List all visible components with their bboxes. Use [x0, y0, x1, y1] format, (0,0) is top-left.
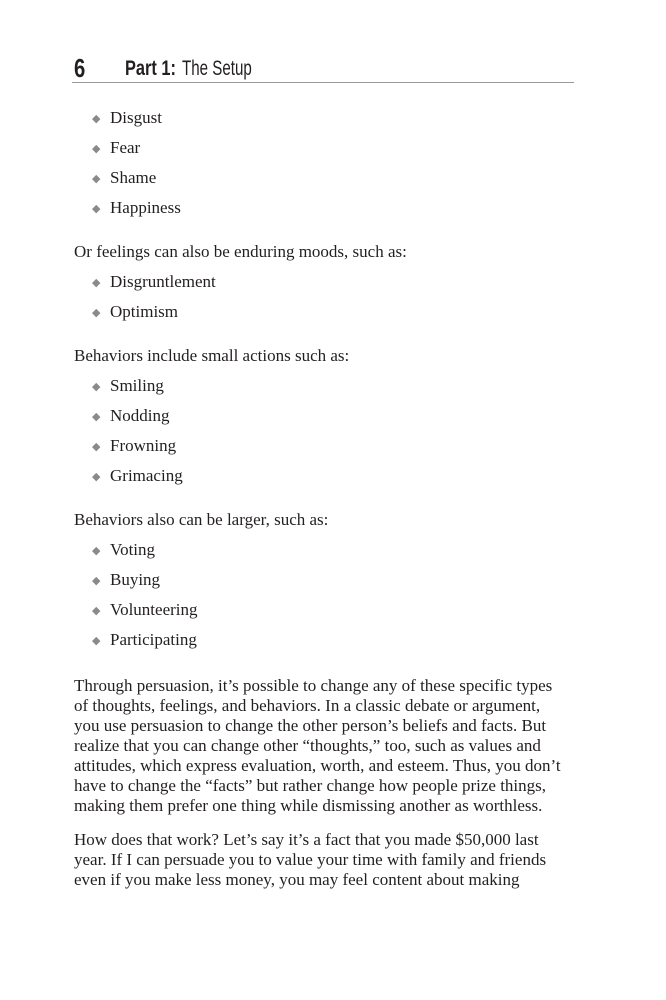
list-item-text: Disgruntlement: [110, 272, 216, 291]
list-item-text: Participating: [110, 630, 197, 649]
moods-list: [92, 272, 216, 332]
page-number: 6: [74, 53, 86, 83]
text-line: making them prefer one thing while dismissing another as worthless.: [74, 796, 543, 815]
list-item-text: Nodding: [110, 406, 170, 425]
list-item-text: Smiling: [110, 376, 164, 395]
list-item-text: Frowning: [110, 436, 177, 455]
running-head: [72, 54, 574, 83]
list-item: [92, 570, 198, 600]
list-item: [92, 406, 183, 436]
list-item-text: Grimacing: [110, 466, 183, 485]
list-item-text: Fear: [110, 138, 141, 157]
list-item: [92, 600, 198, 630]
diamond-bullet-icon: ◆: [92, 113, 101, 125]
list-item: [92, 466, 183, 496]
text-line: you use persuasion to change the other person’s beliefs and facts. But: [74, 716, 547, 735]
paragraph-persuasion: [74, 676, 584, 816]
list-item-text: Disgust: [110, 108, 162, 127]
list-item: [92, 540, 198, 570]
text-line: attitudes, which express evaluation, worth, and esteem. Thus, you don’t: [74, 756, 561, 775]
list-item: [92, 630, 198, 660]
diamond-bullet-icon: ◆: [92, 471, 101, 483]
list-item-text: Voting: [110, 540, 156, 559]
list-item: [92, 436, 183, 466]
large-actions-intro: Behaviors also can be larger, such as:: [74, 510, 329, 529]
list-item-text: Buying: [110, 570, 161, 589]
list-item: [92, 272, 216, 302]
diamond-bullet-icon: ◆: [92, 441, 101, 453]
emotions-list: [92, 108, 181, 228]
list-item: [92, 376, 183, 406]
list-item-text: Optimism: [110, 302, 179, 321]
list-item: [92, 138, 181, 168]
part-title: The Setup: [182, 57, 252, 80]
list-item-text: Volunteering: [110, 600, 198, 619]
diamond-bullet-icon: ◆: [92, 411, 101, 423]
diamond-bullet-icon: ◆: [92, 635, 101, 647]
diamond-bullet-icon: ◆: [92, 575, 101, 587]
text-line: year. If I can persuade you to value your time with family and friends: [74, 850, 547, 869]
diamond-bullet-icon: ◆: [92, 277, 101, 289]
diamond-bullet-icon: ◆: [92, 381, 101, 393]
diamond-bullet-icon: ◆: [92, 203, 101, 215]
text-line: How does that work? Let’s say it’s a fact that you made $50,000 last: [74, 830, 539, 849]
diamond-bullet-icon: ◆: [92, 545, 101, 557]
small-actions-list: [92, 376, 183, 496]
large-actions-list: [92, 540, 198, 660]
list-item: [92, 198, 181, 228]
list-item-text: Happiness: [110, 198, 181, 217]
diamond-bullet-icon: ◆: [92, 173, 101, 185]
diamond-bullet-icon: ◆: [92, 605, 101, 617]
small-actions-intro: Behaviors include small actions such as:: [74, 346, 350, 365]
text-line: realize that you can change other “thoughts,” too, such as values and: [74, 736, 541, 755]
paragraph-example: [74, 830, 584, 890]
text-line: even if you make less money, you may feel content about making: [74, 870, 520, 889]
list-item: [92, 108, 181, 138]
list-item: [92, 168, 181, 198]
text-line: have to change the “facts” but rather change how people prize things,: [74, 776, 547, 795]
text-line: of thoughts, feelings, and behaviors. In a classic debate or argument,: [74, 696, 541, 715]
diamond-bullet-icon: ◆: [92, 307, 101, 319]
list-item: [92, 302, 216, 332]
part-label: Part 1:: [125, 57, 176, 80]
text-line: Through persuasion, it’s possible to change any of these specific types: [74, 676, 553, 695]
list-item-text: Shame: [110, 168, 157, 187]
moods-intro: Or feelings can also be enduring moods, such as:: [74, 242, 407, 261]
diamond-bullet-icon: ◆: [92, 143, 101, 155]
